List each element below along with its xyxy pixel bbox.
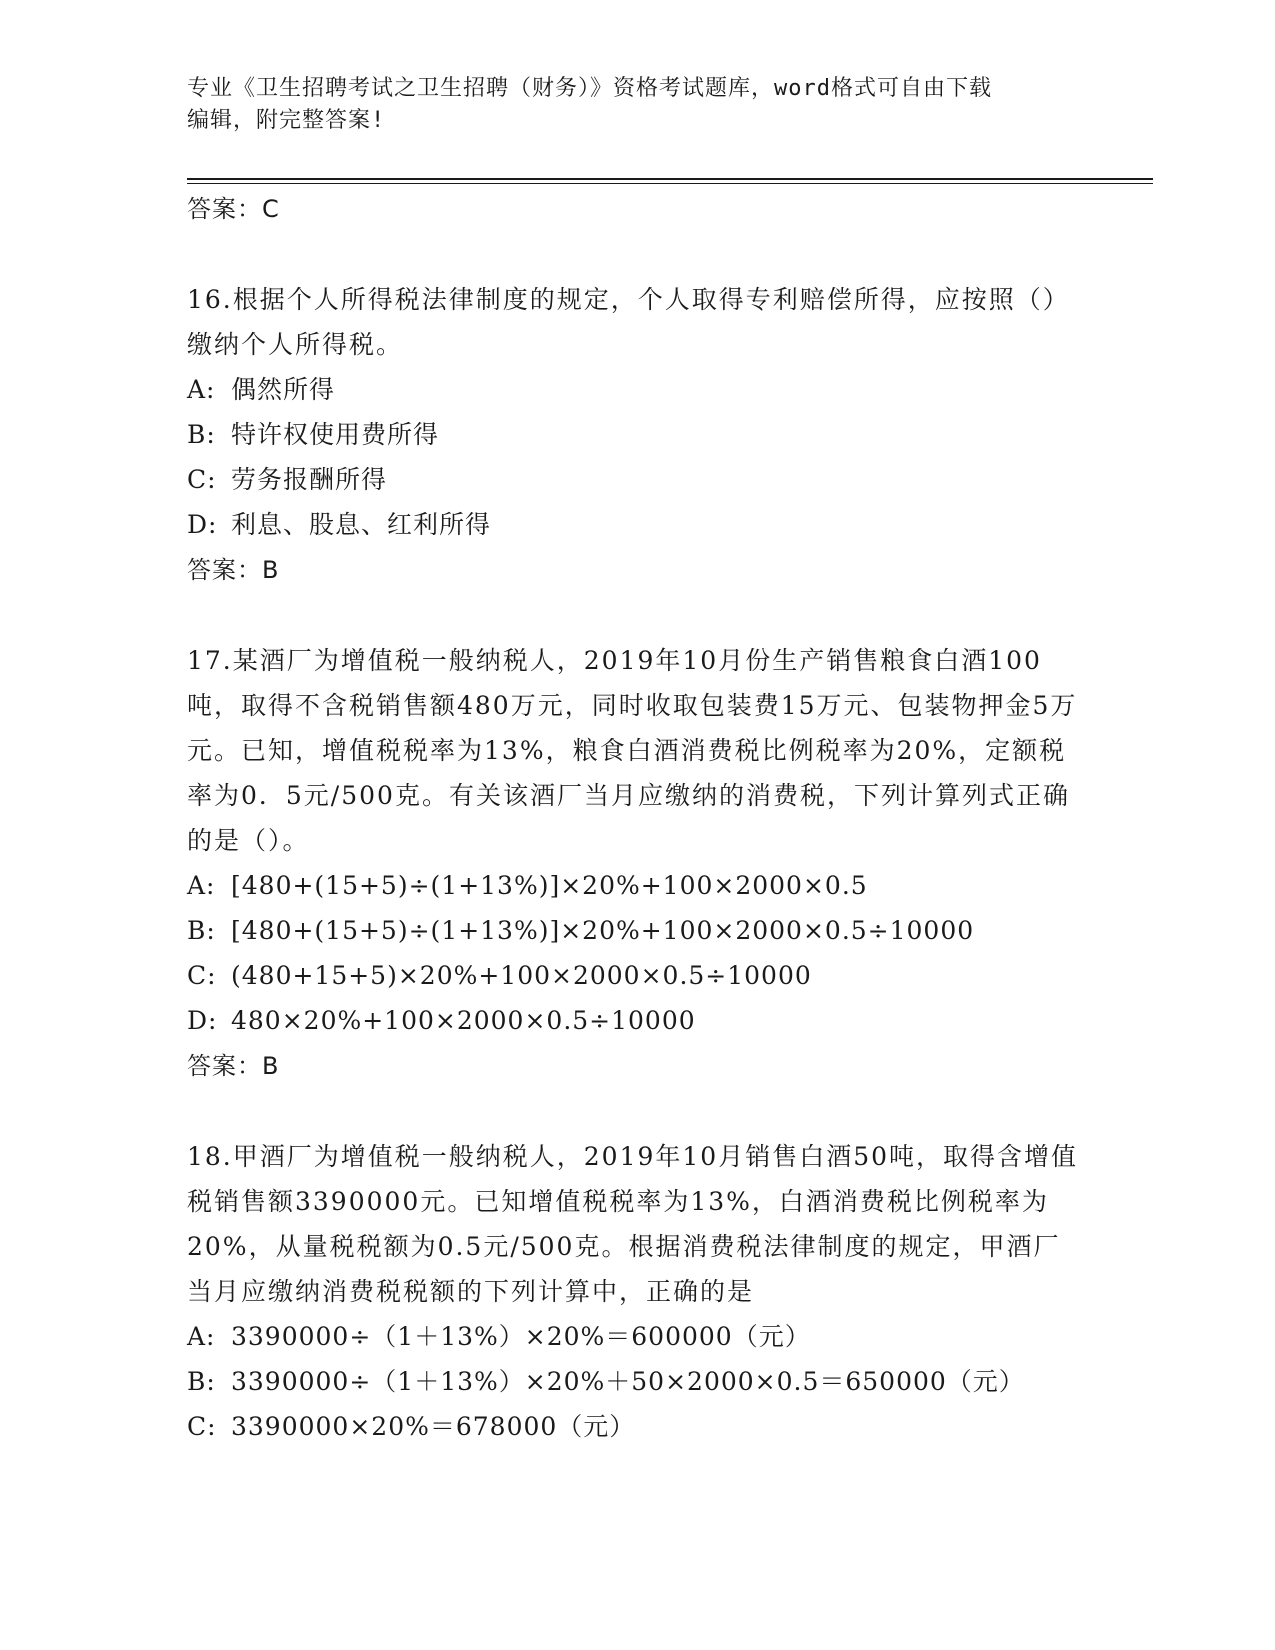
option-c bbox=[187, 1404, 1087, 1449]
question-text: 18.甲酒厂为增值税一般纳税人，2019年10月销售白酒50吨，取得含增值税销售额3390000元。已知增值税税率为13%，白酒消费税比例税率为20%，从量税税额为0.5元/500克。根据消费税法律制度的规定，甲酒厂当月应缴纳消费税税额的下列计算中，正确的是 bbox=[187, 1142, 1079, 1306]
option-letter: B: bbox=[187, 916, 216, 945]
document-header bbox=[187, 73, 1087, 137]
header-line-1: 专业《卫生招聘考试之卫生招聘（财务）》资格考试题库，word格式可自由下载 bbox=[187, 76, 992, 101]
option-letter: B: bbox=[187, 1367, 216, 1396]
document-content bbox=[187, 186, 1087, 1449]
option-letter: C: bbox=[187, 1412, 217, 1441]
option-text: [480+(15+5)÷(1+13%)]×20%+100×2000×0.5÷10000 bbox=[231, 916, 975, 945]
option-d bbox=[187, 998, 1087, 1043]
option-text: 480×20%+100×2000×0.5÷10000 bbox=[231, 1006, 696, 1035]
option-text: 3390000÷（1＋13%）×20%＝600000（元） bbox=[231, 1322, 811, 1351]
answer-value: B bbox=[262, 1052, 280, 1080]
answer-line bbox=[187, 1043, 1087, 1089]
header-line-2: 编辑，附完整答案! bbox=[187, 108, 386, 133]
option-text: (480+15+5)×20%+100×2000×0.5÷10000 bbox=[231, 961, 812, 990]
option-text: 3390000×20%＝678000（元） bbox=[231, 1412, 636, 1441]
option-text: 偶然所得 bbox=[231, 375, 336, 404]
option-letter: D: bbox=[187, 510, 218, 539]
answer-line bbox=[187, 186, 1087, 232]
question-text: 17.某酒厂为增值税一般纳税人，2019年10月份生产销售粮食白酒100吨，取得不含税销售额480万元，同时收取包装费15万元、包装物押金5万元。已知，增值税税率为13%，粮食白酒消费税比例税率为20%，定额税率为0．5元/500克。有关该酒厂当月应缴纳的消费税，下列计算列式正确的是（）。 bbox=[187, 646, 1078, 855]
option-text: 3390000÷（1＋13%）×20%＋50×2000×0.5＝650000（元） bbox=[231, 1367, 1025, 1396]
option-b bbox=[187, 1359, 1087, 1404]
option-text: 利息、股息、红利所得 bbox=[231, 510, 492, 539]
answer-label: 答案： bbox=[187, 1052, 262, 1080]
option-letter: C: bbox=[187, 465, 217, 494]
answer-value: C bbox=[262, 195, 280, 223]
answer-value: B bbox=[262, 556, 280, 584]
header-divider-thin bbox=[187, 183, 1153, 184]
question-text: 16.根据个人所得税法律制度的规定，个人取得专利赔偿所得，应按照（）缴纳个人所得税。 bbox=[187, 285, 1070, 359]
option-letter: A: bbox=[187, 375, 216, 404]
option-a bbox=[187, 367, 1087, 412]
option-text: 劳务报酬所得 bbox=[231, 465, 388, 494]
option-b bbox=[187, 908, 1087, 953]
option-letter: A: bbox=[187, 1322, 216, 1351]
option-letter: B: bbox=[187, 420, 216, 449]
answer-label: 答案： bbox=[187, 556, 262, 584]
option-c bbox=[187, 953, 1087, 998]
option-letter: A: bbox=[187, 871, 216, 900]
option-letter: D: bbox=[187, 1006, 218, 1035]
option-a bbox=[187, 1314, 1087, 1359]
option-a bbox=[187, 863, 1087, 908]
header-divider-thick bbox=[187, 178, 1153, 180]
option-b bbox=[187, 412, 1087, 457]
answer-line bbox=[187, 547, 1087, 593]
option-d bbox=[187, 502, 1087, 547]
answer-label: 答案： bbox=[187, 195, 262, 223]
option-text: 特许权使用费所得 bbox=[231, 420, 440, 449]
option-letter: C: bbox=[187, 961, 217, 990]
option-c bbox=[187, 457, 1087, 502]
option-text: [480+(15+5)÷(1+13%)]×20%+100×2000×0.5 bbox=[231, 871, 868, 900]
